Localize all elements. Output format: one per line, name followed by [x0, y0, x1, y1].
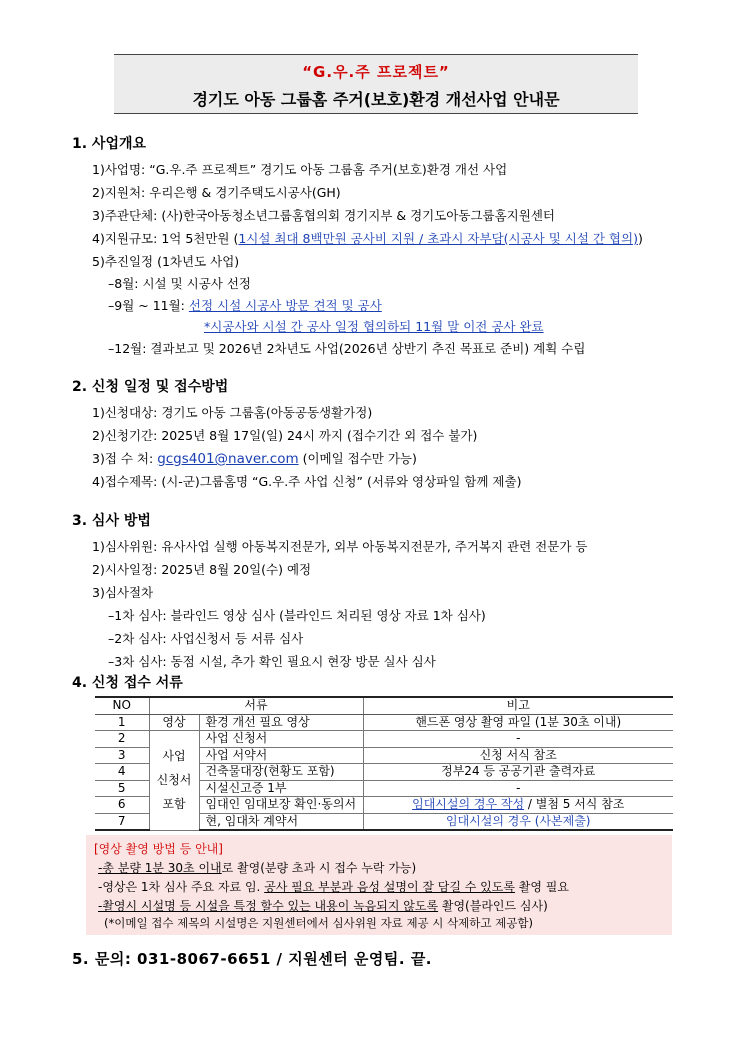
- group-application-line-2: 신청서: [156, 773, 192, 788]
- header-document: 서류: [149, 697, 363, 714]
- row-doc: 현, 임대차 계약서: [199, 813, 363, 830]
- document-title: 경기도 아동 그룹홈 주거(보호)환경 개선사업 안내문: [192, 90, 560, 109]
- s1-line-6: –8월: 시설 및 시공사 선정: [108, 276, 251, 291]
- s1-line-4: [92, 229, 643, 247]
- s1-line-7-b: 선정 시설 시공사 방문 견적 및 공사: [188, 298, 382, 313]
- row-doc: 사업 신청서: [199, 731, 363, 748]
- section-1-heading: 1. 사업개요: [72, 136, 147, 152]
- s1-line-7: [108, 296, 382, 314]
- table-header-row: [95, 697, 673, 714]
- row-note-rest: / 별첨 5 서식 참조: [524, 797, 625, 812]
- row-no: 2: [95, 731, 149, 748]
- table-row: [95, 731, 673, 748]
- row-no: 7: [95, 813, 149, 830]
- notice-line-1-a: -총 분량 1분 30초 이내: [98, 861, 222, 875]
- section-4-heading: 4. 신청 접수 서류: [72, 675, 183, 691]
- row-note: -: [363, 780, 673, 797]
- notice-line-3-a: -촬영시 시설명 등 시설을 특정 할수 있는 내용이 녹음되지 않도록: [98, 899, 439, 913]
- notice-line-1: [98, 859, 416, 876]
- row-note: [363, 813, 673, 830]
- row-doc: 건축물대장(현황도 포함): [199, 764, 363, 781]
- s1-line-1: 1)사업명: “G.우.주 프로젝트” 경기도 아동 그룹홈 주거(보호)환경 개선 사업: [92, 162, 508, 177]
- notice-line-2-a: -영상은 1차 심사 주요 자료 임.: [98, 880, 265, 894]
- row-note: 정부24 등 공공기관 출력자료: [363, 764, 673, 781]
- row-no: 6: [95, 797, 149, 814]
- s3-line-4: –1차 심사: 블라인드 영상 심사 (블라인드 처리된 영상 자료 1차 심사): [108, 608, 486, 623]
- row-doc: 환경 개선 필요 영상: [199, 714, 363, 731]
- row-note: -: [363, 731, 673, 748]
- s2-line-4: 4)접수제목: (시-군)그룹홈명 “G.우.주 사업 신청” (서류와 영상파일 함께 제출): [92, 474, 522, 489]
- row-no: 1: [95, 714, 149, 731]
- filming-notice-box: [86, 835, 672, 935]
- row-no: 3: [95, 747, 149, 764]
- s2-line-3: [92, 449, 417, 467]
- section-3-heading: 3. 심사 방법: [72, 513, 151, 529]
- row-no: 5: [95, 780, 149, 797]
- contact-footer: 5. 문의: 031-8067-6651 / 지원센터 운영팀. 끝.: [72, 950, 433, 968]
- s1-line-5: 5)추진일정 (1차년도 사업): [92, 254, 240, 269]
- s1-line-3: 3)주관단체: (사)한국아동청소년그룹홈협의회 경기지부 & 경기도아동그룹홈지원센터: [92, 208, 555, 223]
- row-note: 신청 서식 참조: [363, 747, 673, 764]
- row-note: [363, 797, 673, 814]
- s3-line-1: 1)심사위원: 유사사업 실행 아동복지전문가, 외부 아동복지전문가, 주거복지 관련 전문가 등: [92, 539, 588, 554]
- notice-line-2-b: 공사 필요 부분과 음성 설명이 잘 담길 수 있도록: [264, 880, 515, 894]
- row-doc: 시설신고증 1부: [199, 780, 363, 797]
- s2-line-2: 2)신청기간: 2025년 8월 17일(일) 24시 까지 (접수기간 외 접수 불가): [92, 428, 478, 443]
- s2-line-1: 1)신청대상: 경기도 아동 그룹홈(아동공동생활가정): [92, 405, 373, 420]
- group-application-line-3: 포함: [162, 797, 186, 812]
- row-note: 핸드폰 영상 촬영 파일 (1분 30초 이내): [363, 714, 673, 731]
- s3-line-3: 3)심사절차: [92, 585, 154, 600]
- documents-table: [95, 696, 673, 831]
- notice-heading: [영상 촬영 방법 등 안내]: [94, 842, 223, 856]
- s1-line-8: *시공사와 시설 간 공사 일정 협의하되 11월 말 이전 공사 완료: [204, 319, 544, 334]
- s1-line-2: 2)지원처: 우리은행 & 경기주택도시공사(GH): [92, 185, 341, 200]
- s1-line-4-b: 1시설 최대 8백만원 공사비 지원 / 초과시 자부담(시공사 및 시설 간 협의): [238, 231, 638, 246]
- row-no: 4: [95, 764, 149, 781]
- notice-line-3: [98, 897, 548, 914]
- section-2-heading: 2. 신청 일정 및 접수방법: [72, 379, 229, 395]
- notice-line-3-b: 촬영(블라인드 심사): [438, 899, 548, 913]
- header-no: NO: [95, 697, 149, 714]
- notice-line-2-c: 촬영 필요: [514, 880, 569, 894]
- title-box: [114, 54, 638, 114]
- s1-line-9: –12월: 결과보고 및 2026년 2차년도 사업(2026년 상반기 추진 목표로 준비) 계획 수립: [108, 341, 586, 356]
- email-link[interactable]: gcgs401@naver.com: [157, 451, 299, 467]
- project-title: “G.우.주 프로젝트”: [302, 63, 450, 81]
- s1-line-4-a: 4)지원규모: 1억 5천만원 (: [92, 231, 239, 246]
- notice-line-1-b: 로 촬영(분량 초과 시 접수 누락 가능): [221, 861, 417, 875]
- s3-line-5: –2차 심사: 사업신청서 등 서류 심사: [108, 631, 304, 646]
- s2-line-3-a: 3)접 수 처:: [92, 451, 158, 466]
- s3-line-6: –3차 심사: 동점 시설, 추가 확인 필요시 현장 방문 실사 심사: [108, 654, 436, 669]
- row-doc: 임대인 임대보장 확인·동의서: [199, 797, 363, 814]
- group-application: [149, 731, 199, 831]
- s1-line-7-a: –9월 ~ 11월:: [108, 298, 189, 313]
- row-note-highlight: 임대시설의 경우 작성: [412, 797, 525, 812]
- s1-line-4-c: ): [637, 231, 643, 246]
- row-doc: 사업 서약서: [199, 747, 363, 764]
- table-row: [95, 714, 673, 731]
- s2-line-3-c: (이메일 접수만 가능): [298, 451, 417, 466]
- header-note: 비고: [363, 697, 673, 714]
- row-note-highlight: 임대시설의 경우 (사본제출): [445, 813, 591, 828]
- notice-line-4: (*이메일 접수 제목의 시설명은 지원센터에서 심사위원 자료 제공 시 삭제하고 제공함): [104, 916, 533, 930]
- s3-line-2: 2)시사일정: 2025년 8월 20일(수) 예정: [92, 562, 312, 577]
- group-video: 영상: [149, 714, 199, 731]
- notice-line-2: [98, 878, 569, 895]
- group-application-line-1: 사업: [162, 749, 186, 764]
